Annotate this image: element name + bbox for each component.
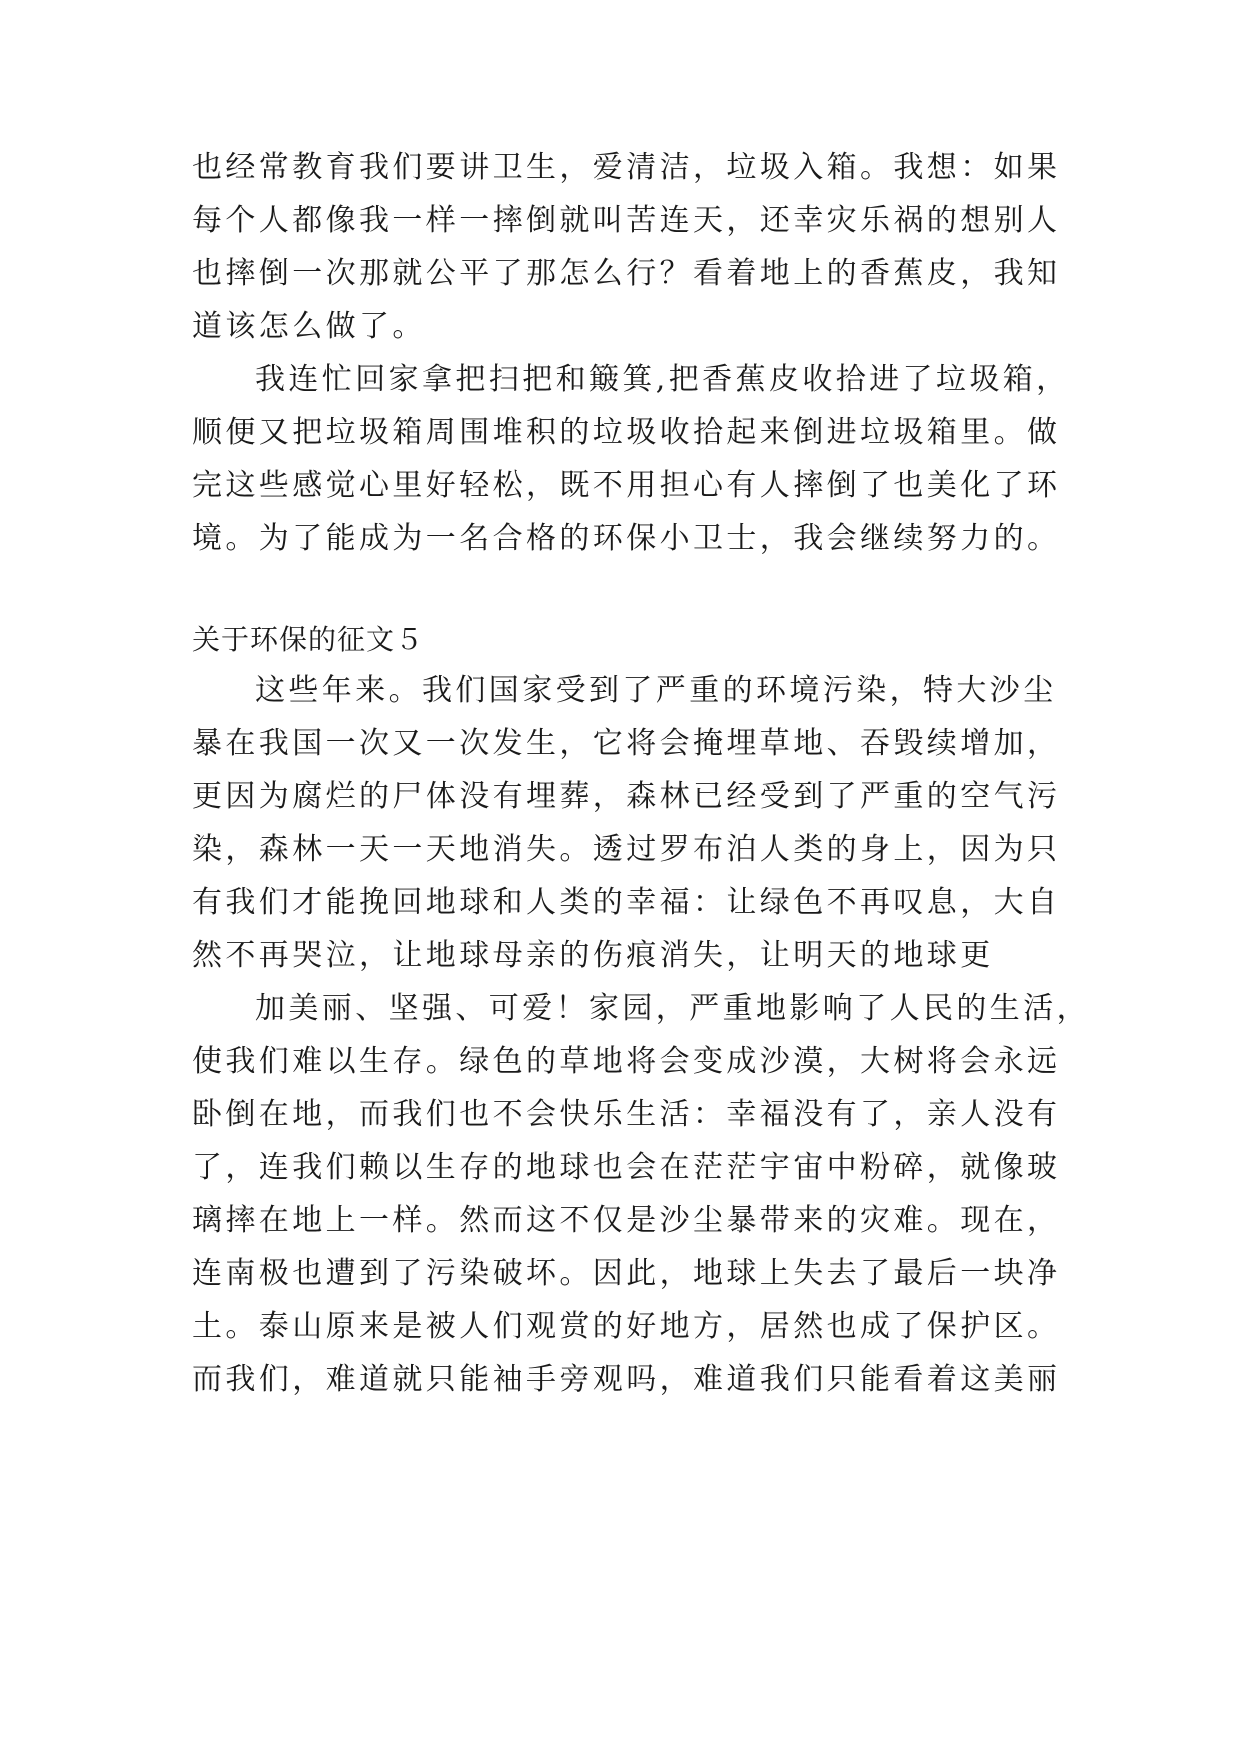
text-line: 顺便又把垃圾箱周围堆积的垃圾收拾起来倒进垃圾箱里。做 bbox=[192, 415, 1061, 450]
text-line: 也摔倒一次那就公平了那怎么行？看着地上的香蕉皮，我知 bbox=[192, 256, 1061, 291]
text-line: 道该怎么做了。 bbox=[192, 309, 426, 344]
text-line: 更因为腐烂的尸体没有埋葬，森林已经受到了严重的空气污 bbox=[192, 779, 1061, 814]
text-line: 而我们，难道就只能袖手旁观吗，难道我们只能看着这美丽 bbox=[192, 1362, 1061, 1397]
text-line: 有我们才能挽回地球和人类的幸福：让绿色不再叹息，大自 bbox=[192, 885, 1061, 920]
text-line: 境。为了能成为一名合格的环保小卫士，我会继续努力的。 bbox=[192, 521, 1061, 556]
text-line: 染，森林一天一天地消失。透过罗布泊人类的身上，因为只 bbox=[192, 832, 1061, 867]
text-line: 璃摔在地上一样。然而这不仅是沙尘暴带来的灾难。现在， bbox=[192, 1203, 1061, 1238]
text-line: 完这些感觉心里好轻松，既不用担心有人摔倒了也美化了环 bbox=[192, 468, 1061, 503]
text-line: 连南极也遭到了污染破坏。因此，地球上失去了最后一块净 bbox=[192, 1256, 1061, 1291]
text-line: 暴在我国一次又一次发生，它将会掩埋草地、吞毁续增加， bbox=[192, 726, 1061, 761]
text-line: 然不再哭泣，让地球母亲的伤痕消失，让明天的地球更 bbox=[192, 938, 994, 973]
section-heading: 关于环保的征文５ bbox=[192, 623, 425, 656]
text-line: 卧倒在地，而我们也不会快乐生活：幸福没有了，亲人没有 bbox=[192, 1097, 1061, 1132]
text-line: 这些年来。我们国家受到了严重的环境污染，特大沙尘 bbox=[255, 673, 1057, 708]
text-line: 了，连我们赖以生存的地球也会在茫茫宇宙中粉碎，就像玻 bbox=[192, 1150, 1061, 1185]
text-line: 我连忙回家拿把扫把和簸箕,把香蕉皮收拾进了垃圾箱， bbox=[255, 362, 1070, 397]
text-line: 土。泰山原来是被人们观赏的好地方，居然也成了保护区。 bbox=[192, 1309, 1061, 1344]
text-line: 使我们难以生存。绿色的草地将会变成沙漠，大树将会永远 bbox=[192, 1044, 1061, 1079]
text-line: 每个人都像我一样一摔倒就叫苦连天，还幸灾乐祸的想别人 bbox=[192, 203, 1061, 238]
text-line: 也经常教育我们要讲卫生，爱清洁，垃圾入箱。我想：如果 bbox=[192, 150, 1061, 185]
text-line: 加美丽、坚强、可爱！家园，严重地影响了人民的生活， bbox=[255, 991, 1090, 1026]
